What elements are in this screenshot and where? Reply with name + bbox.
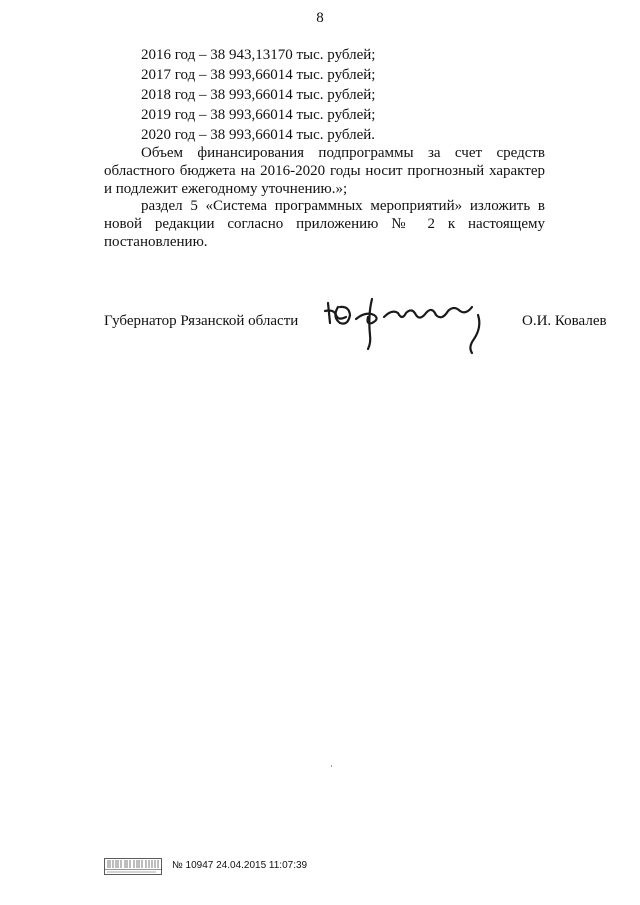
barcode-stamp (104, 858, 162, 875)
budget-line-2020: 2020 год – 38 993,66014 тыс. рублей. (141, 127, 376, 143)
page-number: 8 (316, 10, 324, 26)
section-5-paragraph: раздел 5 «Система программных мероприятий» изложить в новой редакции согласно приложению № 2 к настоящему постановлению. (104, 198, 545, 250)
signatory-title: Губернатор Рязанской области (104, 313, 299, 329)
registration-number: № 10947 24.04.2015 11:07:39 (172, 860, 308, 871)
handwritten-signature (322, 293, 502, 355)
budget-line-2016: 2016 год – 38 943,13170 тыс. рублей; (141, 47, 376, 63)
budget-line-2017: 2017 год – 38 993,66014 тыс. рублей; (141, 67, 376, 83)
budget-line-2018: 2018 год – 38 993,66014 тыс. рублей; (141, 87, 376, 103)
signatory-name: О.И. Ковалев (522, 313, 607, 329)
financing-note-paragraph: Объем финансирования подпрограммы за счет средств областного бюджета на 2016-2020 годы носит прогнозный характер и подлежит ежегодному уточнению.»; (104, 145, 545, 197)
scan-speck (331, 765, 332, 767)
budget-line-2019: 2019 год – 38 993,66014 тыс. рублей; (141, 107, 376, 123)
